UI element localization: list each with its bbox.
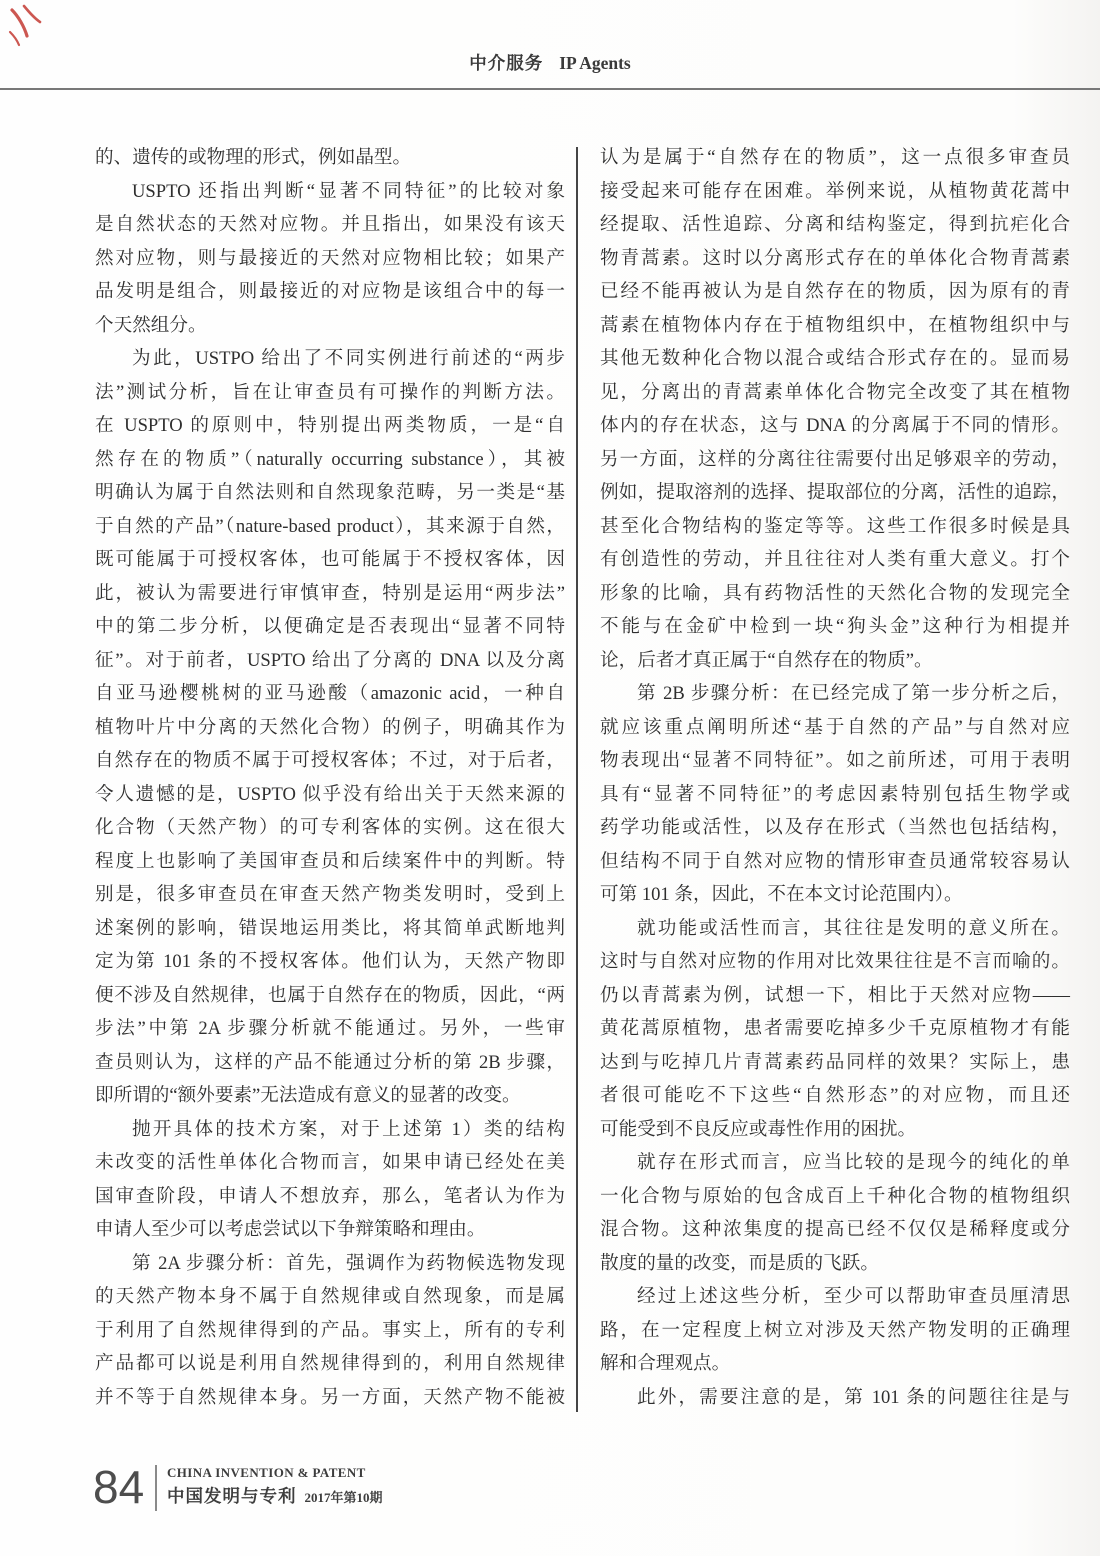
text-line: 自亚马逊樱桃树的亚马逊酸（amazonic acid，一种自: [95, 683, 565, 704]
article-column-right: [600, 141, 1070, 1414]
text-line: 为此，USTPO 给出了不同实例进行前述的“两步: [132, 348, 565, 369]
text-line: 征”。对于前者，USPTO 给出了分离的 DNA 以及分离: [95, 649, 565, 671]
text-line: 于自然的产品”（nature-based product），其来源于自然，: [95, 515, 565, 537]
text-line: 定为第 101 条的不授权客体。他们认为，天然产物即: [95, 951, 565, 972]
text-line: 的天然产物本身不属于自然规律或自然现象，而是属: [95, 1286, 565, 1307]
journal-name-cn: 中国发明与专利: [167, 1486, 297, 1506]
text-line: 申请人至少可以考虑尝试以下争辩策略和理由。: [95, 1219, 486, 1240]
column-divider-line: [576, 147, 578, 1412]
text-line: 植物叶片中分离的天然化合物）的例子，明确其作为: [95, 716, 565, 738]
header-divider-line: [0, 88, 1100, 90]
text-line: 自然存在的物质不属于可授权客体；不过，对于后者，: [95, 750, 565, 771]
text-line: 散度的量的改变，而是质的飞跃。: [600, 1252, 879, 1274]
text-line: 有创造性的劳动，并且往往对人类有重大意义。打个: [600, 549, 1070, 570]
text-line: 就功能或活性而言，其往往是发明的意义所在。: [637, 917, 1070, 939]
text-line: 接受起来可能存在困难。举例来说，从植物黄花蒿中: [600, 180, 1070, 202]
text-line: 即所谓的“额外要素”无法造成有意义的显著的改变。: [95, 1085, 521, 1106]
text-line: 在 USPTO 的原则中，特别提出两类物质，一是“自: [95, 415, 565, 436]
text-line: 既可能属于可授权客体，也可能属于不授权客体，因: [95, 549, 565, 570]
text-line: 路，在一定程度上树立对涉及天然产物发明的正确理: [600, 1319, 1070, 1341]
text-line: 于利用了自然规律得到的产品。事实上，所有的专利: [95, 1319, 565, 1341]
text-line: 达到与吃掉几片青蒿素药品同样的效果？实际上，患: [600, 1051, 1070, 1073]
text-line: 体内的存在状态，这与 DNA 的分离属于不同的情形。: [600, 415, 1070, 436]
text-line: 第 2A 步骤分析：首先，强调作为药物候选物发现: [132, 1252, 565, 1274]
text-line: 法”测试分析，旨在让审查员有可操作的判断方法。: [95, 381, 565, 403]
text-line: 是自然状态的天然对应物。并且指出，如果没有该天: [95, 214, 565, 235]
text-line: 并不等于自然规律本身。另一方面，天然产物不能被: [95, 1386, 565, 1408]
text-line: 别是，很多审查员在审查天然产物类发明时，受到上: [95, 884, 565, 905]
text-line: 国审查阶段，申请人不想放弃，那么，笔者认为作为: [95, 1185, 565, 1207]
red-pen-marks-icon: [6, 2, 46, 48]
text-line: 便不涉及自然规律，也属于自然存在的物质，因此，“两: [95, 984, 565, 1006]
text-line: 例如，提取溶剂的选择、提取部位的分离，活性的追踪，: [600, 482, 1070, 503]
text-line: 一化合物与原始的包含成百上千种化合物的植物组织: [600, 1185, 1070, 1207]
page-number: 84: [93, 1461, 145, 1513]
text-line: 经提取、活性追踪、分离和结构鉴定，得到抗疟化合: [600, 214, 1070, 235]
text-line: 然对应物，则与最接近的天然对应物相比较；如果产: [95, 247, 565, 269]
text-line: 第 2B 步骤分析：在已经完成了第一步分析之后，: [637, 683, 1070, 704]
text-line: 混合物。这种浓集度的提高已经不仅仅是稀释度或分: [600, 1219, 1070, 1240]
page-header: [0, 50, 1100, 75]
text-line: 述案例的影响，错误地运用类比，将其简单武断地判: [95, 917, 565, 939]
text-line: 品发明是组合，则最接近的对应物是该组合中的每一: [95, 281, 565, 302]
text-line: 不能与在金矿中检到一块“狗头金”这种行为相提并: [600, 616, 1070, 637]
text-line: 化合物（天然产物）的可专利客体的实例。这在很大: [95, 817, 565, 838]
text-line: 已经不能再被认为是自然存在的物质，因为原有的青: [600, 281, 1070, 302]
text-line: 甚至化合物结构的鉴定等等。这些工作很多时候是具: [600, 515, 1070, 537]
text-line: 物青蒿素。这时以分离形式存在的单体化合物青蒿素: [600, 247, 1070, 269]
text-line: 然存在的物质”（naturally occurring substance），其被: [95, 448, 565, 470]
text-line: 形象的比喻，具有药物活性的天然化合物的发现完全: [600, 582, 1070, 604]
text-line: 蒿素在植物体内存在于植物组织中，在植物组织中与: [600, 314, 1070, 336]
section-title-cn: 中介服务: [469, 53, 544, 73]
text-line: 但结构不同于自然对应物的情形审查员通常较容易认: [600, 850, 1070, 872]
text-line: 明确认为属于自然法则和自然现象范畴，另一类是“基: [95, 482, 565, 503]
article-column-left: [95, 141, 565, 1414]
text-line: 抛开具体的技术方案，对于上述第 1）类的结构: [132, 1118, 565, 1140]
journal-block: [167, 1465, 383, 1508]
text-line: 查员则认为，这样的产品不能通过分析的第 2B 步骤，: [95, 1051, 565, 1073]
section-title-en: IP Agents: [559, 53, 631, 73]
text-line: 这时与自然对应物的作用对比效果往往是不言而喻的。: [600, 951, 1070, 972]
journal-issue: 2017年第10期: [304, 1490, 383, 1505]
footer-divider-bar: [155, 1465, 157, 1511]
text-line: 其他无数种化合物以混合或结合形式存在的。显而易: [600, 348, 1070, 369]
text-line: 认为是属于“自然存在的物质”，这一点很多审查员: [600, 147, 1070, 168]
text-line: 可第 101 条，因此，不在本文讨论范围内）。: [600, 884, 963, 905]
text-line: 见，分离出的青蒿素单体化合物完全改变了其在植物: [600, 381, 1070, 403]
text-line: 者很可能吃不下这些“自然形态”的对应物，而且还: [600, 1085, 1070, 1106]
text-line: 另一方面，这样的分离往往需要付出足够艰辛的劳动，: [600, 448, 1070, 470]
text-line: 程度上也影响了美国审查员和后续案件中的判断。特: [95, 850, 565, 872]
text-line: 就应该重点阐明所述“基于自然的产品”与自然对应: [600, 716, 1070, 738]
text-line: 步法”中第 2A 步骤分析就不能通过。另外，一些审: [95, 1018, 565, 1039]
text-line: 个天然组分。: [95, 314, 207, 336]
text-line: 仍以青蒿素为例，试想一下，相比于天然对应物——: [600, 984, 1070, 1006]
text-line: 的、遗传的或物理的形式，例如晶型。: [95, 147, 412, 168]
text-line: 此，被认为需要进行审慎审查，特别是运用“两步法”: [95, 582, 565, 604]
text-line: 具有“显著不同特征”的考虑因素特别包括生物学或: [600, 783, 1070, 805]
text-line: USPTO 还指出判断“显著不同特征”的比较对象: [132, 180, 565, 202]
text-line: 就存在形式而言，应当比较的是现今的纯化的单: [637, 1152, 1070, 1173]
text-line: 物表现出“显著不同特征”。如之前所述，可用于表明: [600, 750, 1070, 771]
text-line: 经过上述这些分析，至少可以帮助审查员厘清思: [637, 1286, 1070, 1307]
text-line: 产品都可以说是利用自然规律得到的，利用自然规律: [95, 1353, 565, 1374]
text-line: 中的第二步分析，以便确定是否表现出“显著不同特: [95, 616, 565, 637]
text-line: 令人遗憾的是，USPTO 似乎没有给出关于天然来源的: [95, 783, 565, 805]
text-line: 药学功能或活性，以及存在形式（当然也包括结构，: [600, 817, 1070, 838]
text-line: 此外，需要注意的是，第 101 条的问题往往是与: [637, 1386, 1070, 1408]
text-line: 未改变的活性单体化合物而言，如果申请已经处在美: [95, 1152, 565, 1173]
text-line: 可能受到不良反应或毒性作用的困扰。: [600, 1118, 917, 1140]
journal-name-en: CHINA INVENTION & PATENT: [167, 1465, 366, 1480]
text-line: 黄花蒿原植物，患者需要吃掉多少千克原植物才有能: [600, 1018, 1070, 1039]
text-line: 论，后者才真正属于“自然存在的物质”。: [600, 649, 933, 671]
text-line: 解和合理观点。: [600, 1353, 731, 1374]
